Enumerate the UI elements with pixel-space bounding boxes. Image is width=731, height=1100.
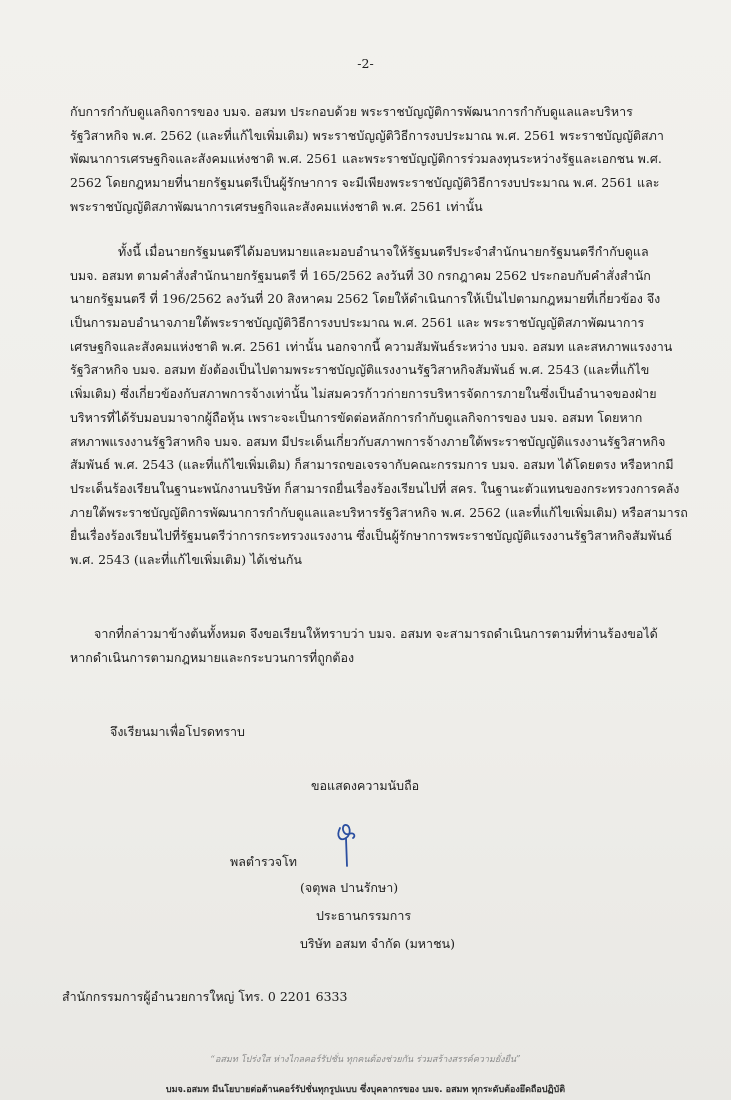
footer-policy: บมจ.อสมท มีนโยบายต่อต้านคอร์รัปชั่นทุกรูปแบบ ซึ่งบุคลากรของ บมจ. อสมท ทุกระดับต้องยึดถือปฏิบัติ xyxy=(165,1085,566,1095)
page-number: -2- xyxy=(357,56,374,71)
signature-icon xyxy=(326,814,366,870)
signer-company: บริษัท อสมท จำกัด (มหาชน) xyxy=(300,936,455,951)
office-contact: สำนักกรรมการผู้อำนวยการใหญ่ โทร. 0 2201 6333 xyxy=(62,989,348,1004)
text-line: ทั้งนี้ เมื่อนายกรัฐมนตรีได้มอบหมายและมอบอำนาจให้รัฐมนตรีประจำสำนักนายกรัฐมนตรีกำกับดูแล xyxy=(118,244,649,259)
signer-position: ประธานกรรมการ xyxy=(316,908,412,923)
text-line: สัมพันธ์ พ.ศ. 2543 (และที่แก้ไขเพิ่มเติม) ก็สามารถขอเจรจากับคณะกรรมการ บมจ. อสมท ได้โดยตรง หรือหากมี xyxy=(70,457,674,473)
text-line: ภายใต้พระราชบัญญัติการพัฒนาการกำกับดูแลและบริหารรัฐวิสาหกิจ พ.ศ. 2562 (และที่แก้ไขเพิ่มเติม) หรือสามารถ xyxy=(70,504,688,520)
text-line: 2562 โดยกฎหมายที่นายกรัฐมนตรีเป็นผู้รักษาการ จะมีเพียงพระราชบัญญัติวิธีการงบประมาณ พ.ศ. 2561 และ xyxy=(70,175,660,191)
text-line: หากดำเนินการตามกฎหมายและกระบวนการที่ถูกต้อง xyxy=(70,649,355,665)
text-line: บริหารที่ได้รับมอบมาจากผู้ถือหุ้น เพราะจะเป็นการขัดต่อหลักการกำกับดูแลกิจการของ บมจ. อสมท โดยหาก xyxy=(70,409,643,425)
text-line: เศรษฐกิจและสังคมแห่งชาติ พ.ศ. 2561 เท่านั้น นอกจากนี้ ความสัมพันธ์ระหว่าง บมจ. อสมท และสหภาพแรงงาน xyxy=(70,338,673,354)
text-line: ยื่นเรื่องร้องเรียนไปที่รัฐมนตรีว่าการกระทรวงแรงงาน ซึ่งเป็นผู้รักษาการพระราชบัญญัติแรงงานรัฐวิสาหกิจสัมพันธ์ xyxy=(70,528,673,544)
salutation: จึงเรียนมาเพื่อโปรดทราบ xyxy=(110,724,245,739)
text-line: สหภาพแรงงานรัฐวิสาหกิจ บมจ. อสมท มีประเด็นเกี่ยวกับสภาพการจ้างภายใต้พระราชบัญญัติแรงงานรัฐวิสาหกิจ xyxy=(70,433,666,449)
paragraph-conclusion xyxy=(70,622,690,669)
text-line: ประเด็นร้องเรียนในฐานะพนักงานบริษัท ก็สามารถยื่นเรื่องร้องเรียนไปที่ สคร. ในฐานะตัวแทนของกระทรวงการคลัง xyxy=(70,480,680,496)
text-line: กับการกำกับดูแลกิจการของ บมจ. อสมท ประกอบด้วย พระราชบัญญัติการพัฒนาการกำกับดูแลและบริหาร xyxy=(70,104,633,119)
text-line: รัฐวิสาหกิจ พ.ศ. 2562 (และที่แก้ไขเพิ่มเติม) พระราชบัญญัติวิธีการงบประมาณ พ.ศ. 2561 พระราชบัญญัติสภา xyxy=(70,127,664,143)
footer-slogan: “อสมท โปร่งใส ห่างไกลคอร์รัปชั่น ทุกคนต้องช่วยกัน ร่วมสร้างสรรค์ความยั่งยืน” xyxy=(210,1055,521,1065)
text-line: เป็นการมอบอำนาจภายใต้พระราชบัญญัติวิธีการงบประมาณ พ.ศ. 2561 และ พระราชบัญญัติสภาพัฒนาการ xyxy=(70,315,645,331)
signer-name: (จตุพล ปานรักษา) xyxy=(300,880,399,895)
text-line: นายกรัฐมนตรี ที่ 196/2562 ลงวันที่ 20 สิงหาคม 2562 โดยให้ดำเนินการให้เป็นไปตามกฎหมายที่เกี่ยวข้อง จึง xyxy=(70,291,661,307)
text-line: พระราชบัญญัติสภาพัฒนาการเศรษฐกิจและสังคมแห่งชาติ พ.ศ. 2561 เท่านั้น xyxy=(70,198,483,214)
signer-rank: พลตำรวจโท xyxy=(230,854,298,869)
text-line: จากที่กล่าวมาข้างต้นทั้งหมด จึงขอเรียนให้ทราบว่า บมจ. อสมท จะสามารถดำเนินการตามที่ท่านร้องขอได้ xyxy=(94,626,658,641)
text-line: พ.ศ. 2543 (และที่แก้ไขเพิ่มเติม) ได้เช่นกัน xyxy=(70,551,302,567)
text-line: เพิ่มเติม) ซึ่งเกี่ยวข้องกับสภาพการจ้างเท่านั้น ไม่สมควรก้าวก่ายการบริหารจัดการภายในซึ่งเป็นอำนาจของฝ่าย xyxy=(70,386,657,402)
paragraph-legislation xyxy=(70,100,690,218)
text-line: รัฐวิสาหกิจ บมจ. อสมท ยังต้องเป็นไปตามพระราชบัญญัติแรงงานรัฐวิสาหกิจสัมพันธ์ พ.ศ. 2543 (และที่แก้ไข xyxy=(70,362,650,378)
text-line: พัฒนาการเศรษฐกิจและสังคมแห่งชาติ พ.ศ. 2561 และพระราชบัญญัติการร่วมลงทุนระหว่างรัฐและเอกชน พ.ศ. xyxy=(70,151,662,167)
text-line: บมจ. อสมท ตามคำสั่งสำนักนายกรัฐมนตรี ที่ 165/2562 ลงวันที่ 30 กรกฎาคม 2562 ประกอบกับคำสั่งสำนัก xyxy=(70,267,651,283)
paragraph-delegation xyxy=(70,240,690,572)
closing-regards: ขอแสดงความนับถือ xyxy=(311,778,420,793)
